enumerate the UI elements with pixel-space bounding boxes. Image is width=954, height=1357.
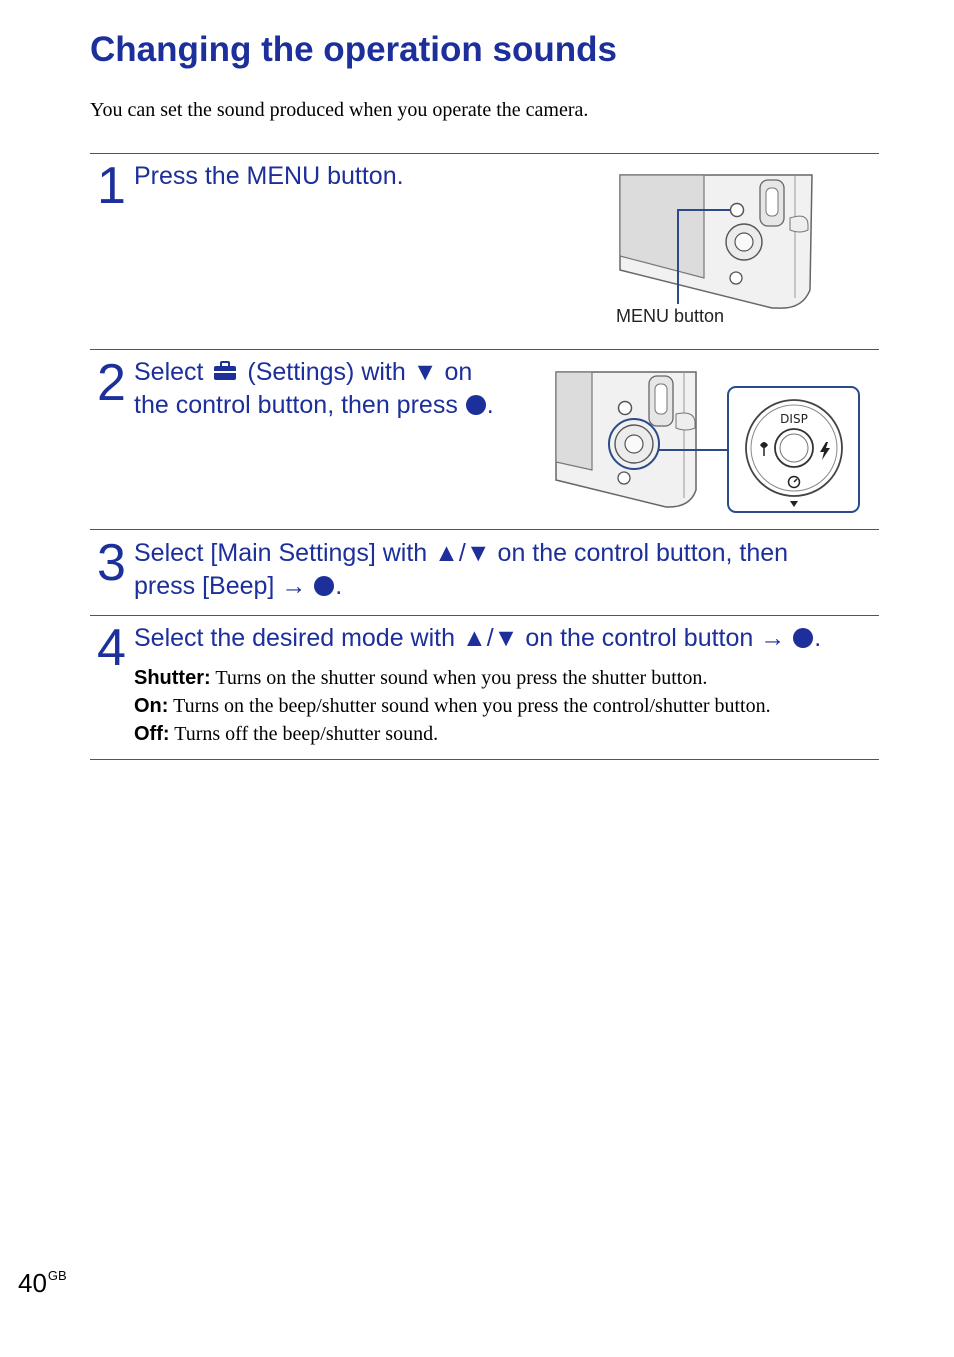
step-3-text-b: on the control button, then — [497, 539, 789, 567]
page-title: Changing the operation sounds — [90, 30, 617, 69]
center-button-dot-icon — [793, 628, 813, 648]
mode-key: Shutter: — [134, 667, 211, 689]
step-number-3: 3 — [97, 534, 126, 592]
step-2-text-line2: the control button, then press — [134, 391, 458, 419]
down-arrow-glyph: ▼ — [412, 358, 438, 386]
step-3-text-line2: press [Beep] — [134, 572, 275, 600]
mode-desc: Turns off the beep/shutter sound. — [174, 723, 439, 745]
period: . — [486, 391, 494, 419]
up-down-arrow-glyph: ▲/▼ — [461, 624, 519, 652]
page-suffix: GB — [47, 1268, 67, 1283]
mode-desc: Turns on the shutter sound when you press the shutter button. — [215, 667, 708, 689]
divider — [90, 529, 879, 530]
mode-item-off — [134, 720, 771, 748]
mode-item-shutter — [134, 664, 771, 692]
step-4-text — [134, 622, 821, 655]
camera-control-illustration — [554, 370, 864, 515]
step-2-text-c: on — [444, 358, 473, 386]
step-number-2: 2 — [97, 354, 126, 412]
step-4-text-a: Select the desired mode with — [134, 624, 456, 652]
divider — [90, 349, 879, 350]
mode-key: On: — [134, 695, 169, 717]
divider — [90, 153, 879, 154]
step-2-text-a: Select — [134, 358, 204, 386]
step-number-4: 4 — [97, 619, 126, 677]
step-4-text-b: on the control button — [525, 624, 754, 652]
step-2-text-b: (Settings) with — [247, 358, 406, 386]
right-arrow-glyph: → — [281, 572, 307, 600]
step-number-1: 1 — [97, 157, 126, 215]
disp-label: DISP — [780, 412, 808, 426]
step-1-text: Press the MENU button. — [134, 162, 404, 190]
center-button-dot-icon — [314, 576, 334, 596]
step-3-text — [134, 537, 788, 603]
step-2-text — [134, 356, 494, 422]
divider — [90, 759, 879, 760]
divider — [90, 615, 879, 616]
step-3-text-a: Select [Main Settings] with — [134, 539, 428, 567]
camera-back-illustration — [612, 170, 817, 315]
settings-toolbox-icon — [212, 360, 238, 382]
mode-desc: Turns on the beep/shutter sound when you press the control/shutter button. — [173, 695, 771, 717]
period: . — [814, 624, 822, 652]
page-number-value: 40 — [18, 1268, 47, 1298]
mode-key: Off: — [134, 723, 170, 745]
page-number — [18, 1268, 67, 1299]
center-button-dot-icon — [466, 395, 486, 415]
intro-text: You can set the sound produced when you operate the camera. — [90, 99, 589, 121]
up-down-arrow-glyph: ▲/▼ — [434, 539, 491, 567]
mode-list — [134, 664, 771, 748]
mode-item-on — [134, 692, 771, 720]
period: . — [335, 572, 343, 600]
menu-button-caption: MENU button — [616, 306, 725, 326]
right-arrow-glyph: → — [760, 624, 786, 652]
